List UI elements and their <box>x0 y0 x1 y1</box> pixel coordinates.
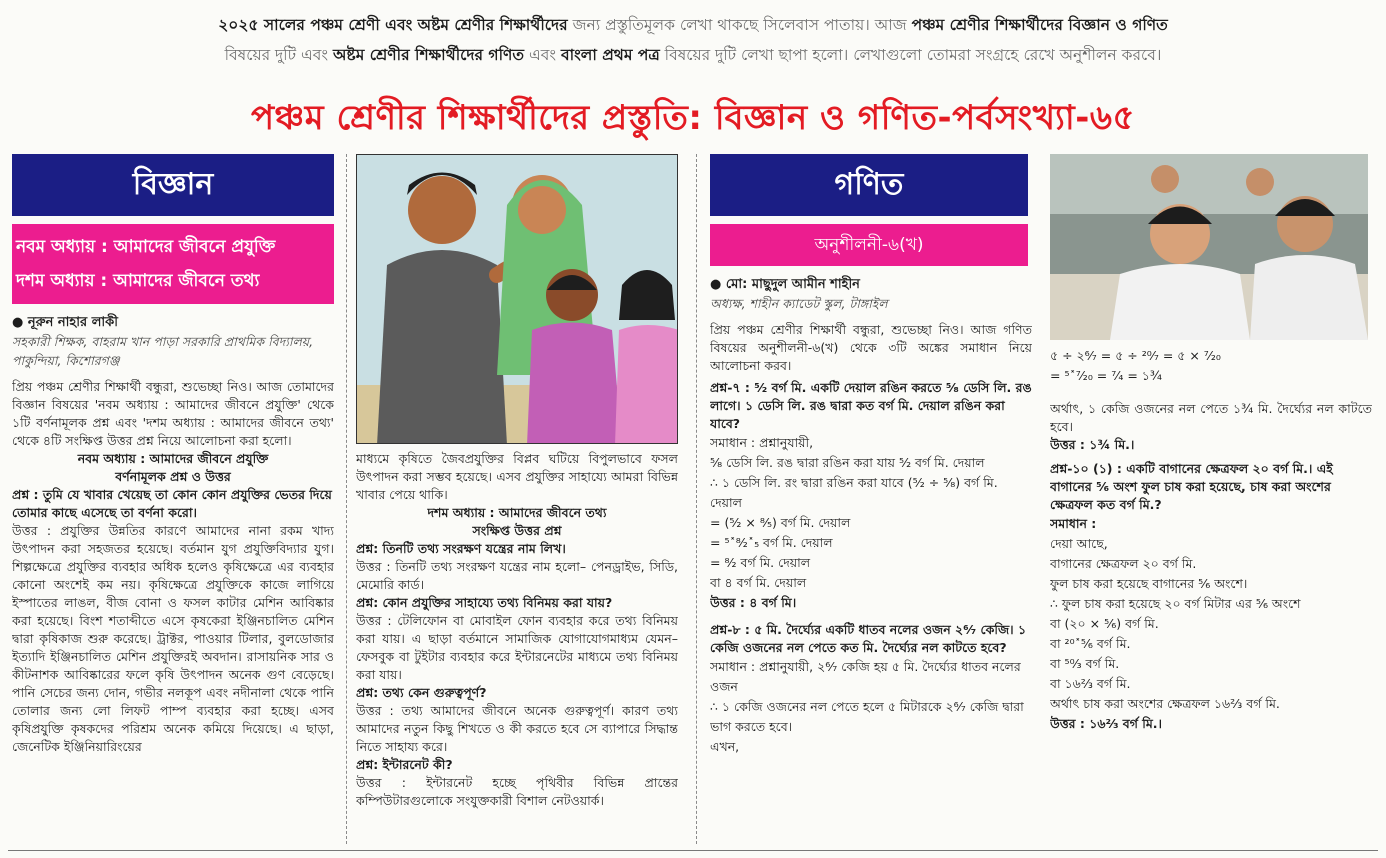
science-answer: উত্তর : প্রযুক্তির উন্নতির কারণে আমাদের নানা রকম খাদ্য উৎপাদন করা সহজতর হয়েছে। বর্তমান যুগ প্রযুক্তিবিদ্যার যুগ। শিল্পক্ষেত্রে প্রযুক্তির ব্যবহার অধিক হলেও কৃষিক্ষেত্রে এর ব্যবহার কোনো অংশেই কম নয়। কৃষিক্ষেত্রে প্রযুক্তিকে কাজে লাগিয়ে ইস্পাতের লাঙল, বীজ বোনা ও ফসল কাটার মেশিন আবিষ্কার করা হয়েছে। বিংশ শতাব্দীতে এসে কৃষকেরা ইঞ্জিনচালিত মেশিন দ্বারা কৃষিকাজ শুরু করেছে। ট্রাক্টর, পাওয়ার টিলার, বুলডোজার ইত্যাদি ইঞ্জিনচালিত মেশিন প্রযুক্তিরই অবদান। রাসায়নিক সার ও কীটনাশক আবিষ্কারের ফলে কৃষি উৎপাদন অনেক গুণ বেড়েছে। পানি সেচের জন্য দোন, গভীর নলকূপ এবং নদীনালা থেকে পানি তোলার জন্য লো লিফট পাম্প ব্যবহার করা হচ্ছে। এসব কৃষিপ্রযুক্তি কৃষকদের পরিশ্রম অনেক কমিয়ে দিয়েছে। এ ছাড়া, জেনেটিক ইঞ্জিনিয়ারিংয়ের <box>12 523 334 754</box>
math-solution-7 <box>710 433 1032 613</box>
solution-line: = (⁵⁄₂ × ⁸⁄₅) বর্গ মি. দেয়াল <box>710 515 851 530</box>
science-subject-bar: বিজ্ঞান <box>12 154 334 216</box>
math-author-role: অধ্যক্ষ, শাহীন ক্যাডেট স্কুল, টাঙ্গাইল <box>710 296 888 311</box>
math-q8-calculation <box>1050 346 1372 386</box>
page-headline: পঞ্চম শ্রেণীর শিক্ষার্থীদের প্রস্তুতি: বিজ্ঞান ও গণিত-পর্বসংখ্যা-৬৫ <box>250 98 1136 138</box>
science-middle-column <box>356 154 678 844</box>
math-exercise-banner: অনুশীলনী-৬(খ) <box>710 224 1028 266</box>
intro-text-run: ২০২৫ সালের পঞ্চম শ্রেণী এবং অষ্টম শ্রেণীর শিক্ষার্থীদের <box>218 16 568 34</box>
solution-line: ∴ ফুল চাষ করা হয়েছে ২০ বর্গ মিটার এর ⁵⁄₆ অংশে <box>1050 596 1301 611</box>
solution-line: সমাধান : প্রশ্নানুযায়ী, ২⁶⁄₇ কেজি হয় ৫ মি. দৈর্ঘ্যের ধাতব নলের ওজন <box>710 659 1021 694</box>
science-answer-continued: মাধ্যমে কৃষিতে জৈবপ্রযুক্তির বিপ্লব ঘটিয়ে বিপুলভাবে ফসল উৎপাদন করা সম্ভব হয়েছে। এসব প্রযুক্তির সাহায্যে আমরা বিভিন্ন খাবার পেয়ে থাকি। <box>356 451 678 502</box>
intro-text-run: পঞ্চম শ্রেণীর শিক্ষার্থীদের বিজ্ঞান ও গণিত <box>911 16 1168 34</box>
solution-answer: উত্তর : ১৬⅔ বর্গ মি.। <box>1050 716 1163 731</box>
bottom-rule <box>8 850 1378 851</box>
science-author: ● নূরুন নাহার লাকী <box>12 315 118 330</box>
chapter-9-title: নবম অধ্যায় : আমাদের জীবনে প্রযুক্তি <box>16 237 276 257</box>
math-question-10: প্রশ্ন-১০ (১) : একটি বাগানের ক্ষেত্রফল ২০ বর্গ মি.। এই বাগানের ⁵⁄₆ অংশ ফুল চাষ করা হয়েছে, চাষ করা অংশের ক্ষেত্রফল কত বর্গ মি.? <box>1050 461 1333 512</box>
math-column <box>710 154 1032 844</box>
qa-list <box>356 540 678 810</box>
solution-line: = ⁵˟⁸⁄₂˟₅ বর্গ মি. দেয়াল <box>710 535 833 550</box>
solution-line: সমাধান : <box>1050 516 1097 531</box>
math-intro: প্রিয় পঞ্চম শ্রেণীর শিক্ষার্থী বন্ধুরা, শুভেচ্ছা নিও। আজ গণিত বিষয়ের অনুশীলনী-৬(খ) থেকে ৩টি অঙ্কের সমাধান নিয়ে আলোচনা করব। <box>710 322 1032 373</box>
qa-answer: উত্তর : ইন্টারনেট হচ্ছে পৃথিবীর বিভিন্ন প্রান্তের কম্পিউটারগুলোকে সংযুক্তকারী বিশাল নেটওয়ার্ক। <box>356 775 678 808</box>
science-question: প্রশ্ন : তুমি যে খাবার খেয়েছ তা কোন কোন প্রযুক্তির ভেতর দিয়ে তোমার কাছে এসেছে তা বর্ণনা করো। <box>12 487 332 520</box>
chapter-10-section-title: দশম অধ্যায় : আমাদের জীবনে তথ্য <box>427 505 607 520</box>
solution-line: বা ১৬⅔ বর্গ মি. <box>1050 676 1131 691</box>
photo-drawing <box>1050 154 1368 340</box>
solution-line: বা ⁵⁰⁄₃ বর্গ মি. <box>1050 656 1120 671</box>
qa-question: প্রশ্ন: কোন প্রযুক্তির সাহায্যে তথ্য বিনিময় করা যায়? <box>356 595 613 610</box>
solution-line: সমাধান : প্রশ্নানুযায়ী, <box>710 435 814 450</box>
science-intro: প্রিয় পঞ্চম শ্রেণীর শিক্ষার্থী বন্ধুরা, শুভেচ্ছা নিও। আজ তোমাদের বিজ্ঞান বিষয়ের 'নবম অধ্যায় : আমাদের জীবনে প্রযুক্তি' থেকে ১টি বর্ণনামূলক প্রশ্ন এবং 'দশম অধ্যায় : আমাদের জীবনে তথ্য' থেকে ৪টি সংক্ষিপ্ত উত্তর প্রশ্ন নিয়ে আলোচনা করা হলো। <box>12 379 334 448</box>
science-section-title: নবম অধ্যায় : আমাদের জীবনে প্রযুক্তি <box>77 451 269 466</box>
science-chapters-banner <box>12 224 334 304</box>
intro-text-run: জন্য প্রস্তুতিমূলক লেখা থাকছে সিলেবাস পাতায়। আজ <box>567 16 912 34</box>
intro-text-run: বাংলা প্রথম পত্র <box>560 46 660 64</box>
solution-line: ফুল চাষ করা হয়েছে বাগানের ⁵⁄₆ অংশে। <box>1050 576 1248 591</box>
solution-line: বা (২০ × ⁵⁄₆) বর্গ মি. <box>1050 616 1159 631</box>
chapter-10-title: দশম অধ্যায় : আমাদের জীবনে তথ্য <box>16 271 260 291</box>
column-divider <box>346 154 347 844</box>
students-exam-photo <box>1050 154 1368 340</box>
science-author-role: সহকারী শিক্ষক, বাহরাম খান পাড়া সরকারি প্রাথমিক বিদ্যালয়, পাকুন্দিয়া, কিশোরগঞ্জ <box>12 334 314 368</box>
solution-line: অর্থাৎ চাষ করা অংশের ক্ষেত্রফল ১৬⅔ বর্গ মি. <box>1050 696 1280 711</box>
qa-question: প্রশ্ন: ইন্টারনেট কী? <box>356 757 453 772</box>
solution-line: এখন, <box>710 739 740 754</box>
intro-text-run: বিষয়ের দুটি লেখা ছাপা হলো। লেখাগুলো তোমরা সংগ্রহে রেখে অনুশীলন করবে। <box>659 46 1162 64</box>
math-question-7: প্রশ্ন-৭ : ⁵⁄₂ বর্গ মি. একটি দেয়াল রঙিন করতে ⁵⁄₈ ডেসি লি. রঙ লাগে। ১ ডেসি লি. রঙ দ্বারা কত বর্গ মি. দেয়াল রঙিন করা যাবে? <box>710 380 1032 431</box>
math-q8-answer: উত্তর : ১¾ মি.। <box>1050 437 1135 452</box>
math-right-column <box>1050 154 1372 844</box>
solution-line: ∴ ১ কেজি ওজনের নল পেতে হলে ৫ মিটারকে ২⁶⁄₇ কেজি দ্বারা ভাগ করতে হবে। <box>710 699 1024 734</box>
solution-line: দেয়া আছে, <box>1050 536 1108 551</box>
solution-answer: উত্তর : ৪ বর্গ মি। <box>710 595 797 610</box>
intro-block <box>12 10 1374 70</box>
solution-line: বাগানের ক্ষেত্রফল ২০ বর্গ মি. <box>1050 556 1197 571</box>
math-subject-bar: গণিত <box>710 154 1028 216</box>
intro-text-run: অষ্টম শ্রেণীর শিক্ষার্থীদের গণিত <box>333 46 525 64</box>
science-column <box>12 154 334 844</box>
solution-line: বা ²⁰˟⁵⁄₆ বর্গ মি. <box>1050 636 1131 651</box>
intro-text-run: এবং <box>524 46 561 64</box>
solution-line: বা ৪ বর্গ মি. দেয়াল <box>710 575 807 590</box>
science-section-subtitle: বর্ণনামূলক প্রশ্ন ও উত্তর <box>115 469 231 484</box>
intro-line-2 <box>12 40 1374 70</box>
intro-text-run: বিষয়ের দুটি এবং <box>224 46 333 64</box>
math-solution-8 <box>710 657 1032 757</box>
farmer-family-illustration <box>356 154 678 444</box>
qa-answer: উত্তর : টেলিফোন বা মোবাইল ফোন ব্যবহার করে তথ্য বিনিময় করা যায়। এ ছাড়া বর্তমানে সামাজিক যোগাযোগমাধ্যম যেমন– ফেসবুক বা টুইটার ব্যবহার করে ইন্টারনেটের মাধ্যমে তথ্য বিনিময় করা যায়। <box>356 613 678 682</box>
qa-question: প্রশ্ন: তিনটি তথ্য সংরক্ষণ যন্ত্রের নাম লিখ। <box>356 541 566 556</box>
solution-line: = ⁸⁄₂ বর্গ মি. দেয়াল <box>710 555 811 570</box>
column-divider <box>696 154 697 844</box>
qa-question: প্রশ্ন: তথ্য কেন গুরুত্বপূর্ণ? <box>356 685 487 700</box>
illustration-drawing <box>357 155 678 444</box>
calc-line: ৫ ÷ ২⁶⁄₇ = ৫ ÷ ²⁰⁄₇ = ৫ × ⁷⁄₂₀ <box>1050 348 1221 363</box>
chapter-10-section-subtitle: সংক্ষিপ্ত উত্তর প্রশ্ন <box>472 523 562 538</box>
solution-line: ∴ ১ ডেসি লি. রং দ্বারা রঙিন করা যাবে (⁵⁄₂ ÷ ⁵⁄₈) বর্গ মি. দেয়াল <box>710 475 998 510</box>
math-solution-10 <box>1050 514 1372 734</box>
calc-line: = ⁵˟⁷⁄₂₀ = ⁷⁄₄ = ১¾ <box>1050 368 1163 383</box>
qa-answer: উত্তর : তিনটি তথ্য সংরক্ষণ যন্ত্রের নাম হলো– পেনড্রাইভ, সিডি, মেমোরি কার্ড। <box>356 559 678 592</box>
math-question-8: প্রশ্ন-৮ : ৫ মি. দৈর্ঘ্যের একটি ধাতব নলের ওজন ২⁶⁄₇ কেজি। ১ কেজি ওজনের নল পেতে কত মি. দৈর্ঘ্যের নল কাটতে হবে? <box>710 622 1027 655</box>
qa-answer: উত্তর : তথ্য আমাদের জীবনে অনেক গুরুত্বপূর্ণ। কারণ তথ্য আমাদের নতুন কিছু শিখতে ও কী করতে হবে সে ব্যাপারে সিদ্ধান্ত নিতে সাহায্য করে। <box>356 703 678 754</box>
math-author: ● মো: মাছুদুল আমীন শাহীন <box>710 277 860 292</box>
intro-line-1 <box>12 10 1374 40</box>
solution-line: ⁵⁄₈ ডেসি লি. রঙ দ্বারা রঙিন করা যায় ⁵⁄₂ বর্গ মি. দেয়াল <box>710 455 985 470</box>
math-q8-conclusion: অর্থাৎ, ১ কেজি ওজনের নল পেতে ১¾ মি. দৈর্ঘ্যের নল কাটতে হবে। <box>1050 401 1372 434</box>
